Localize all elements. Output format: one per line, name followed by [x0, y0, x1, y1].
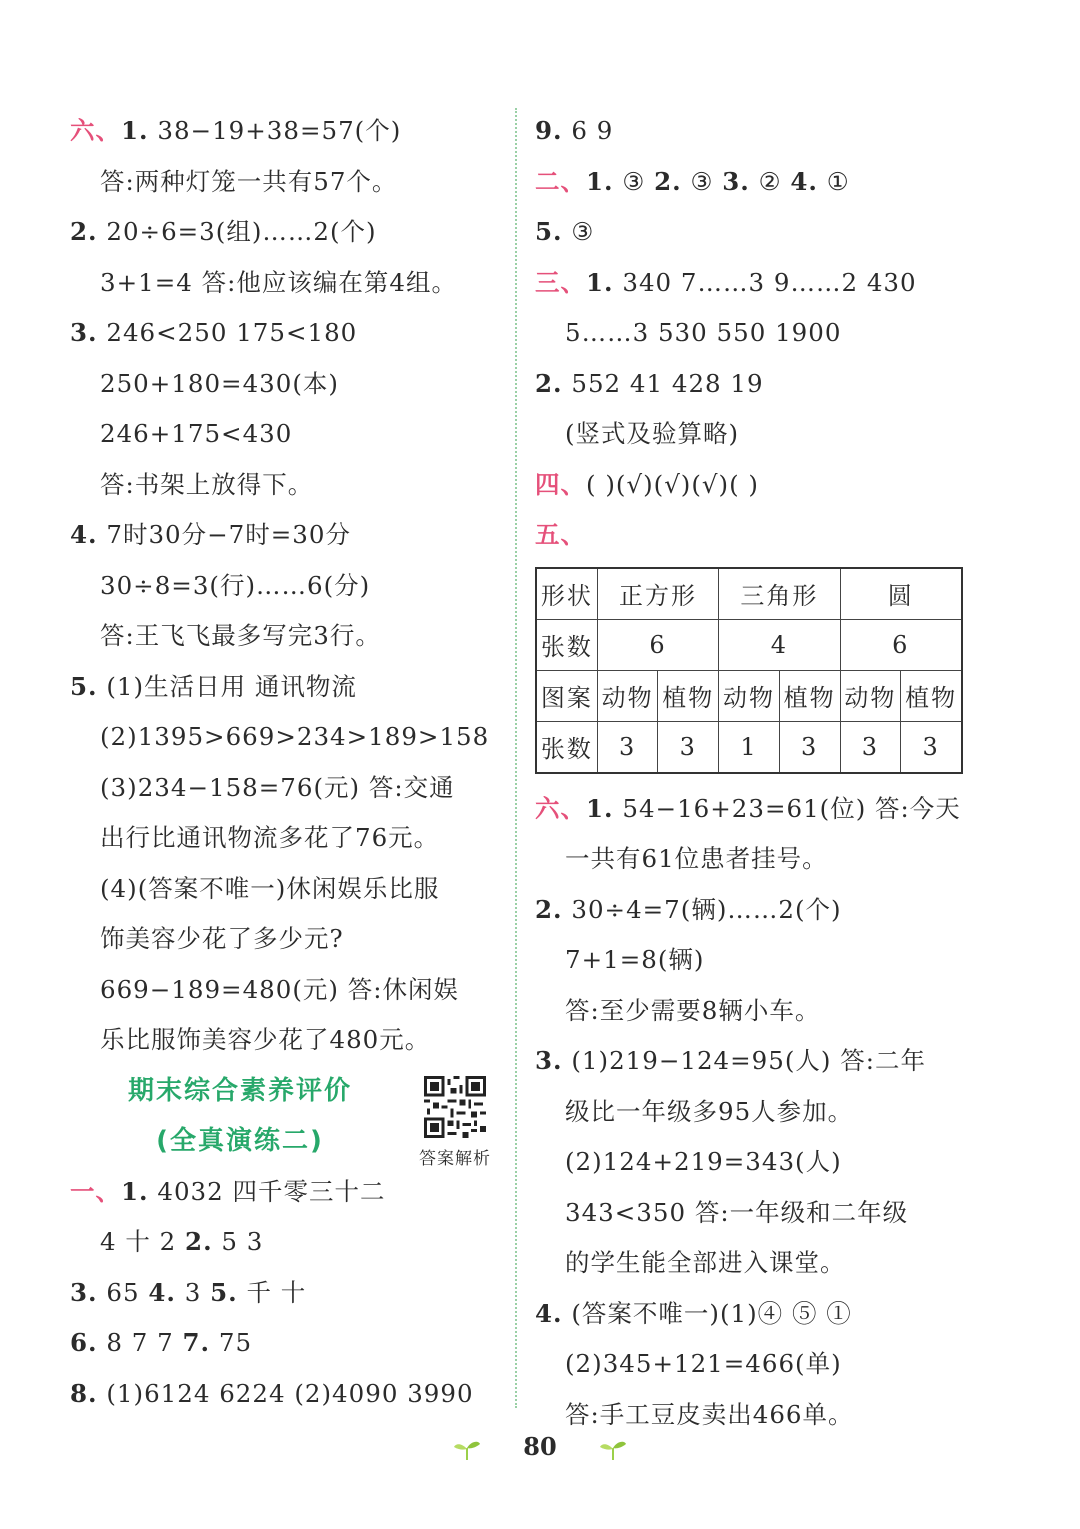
answer-line: [535, 207, 975, 258]
answer-line: [70, 510, 500, 561]
answer-line: [535, 510, 975, 561]
table-cell: 3: [658, 721, 719, 773]
exam-title: 期末综合素养评价: [127, 1075, 352, 1106]
answer-text: 答:书架上放得下。: [100, 469, 314, 499]
answer-text: 246<250 175<180: [97, 318, 358, 347]
answer-text: 5 3: [212, 1227, 264, 1256]
qr-code-block: [412, 1076, 498, 1169]
answer-line: [535, 1339, 975, 1390]
answer-line: [70, 207, 500, 258]
section-label: 二、: [535, 166, 586, 196]
answer-text: (4)(答案不唯一)休闲娱乐比服: [100, 873, 440, 903]
answer-line: [70, 1318, 500, 1369]
answer-text: 出行比通讯物流多花了76元。: [100, 823, 440, 852]
answer-text: 答:两种灯笼一共有57个。: [100, 166, 398, 196]
question-number: 5.: [70, 671, 98, 701]
answer-text: (3)234−158=76(元) 答:交通: [100, 772, 455, 802]
question-number: 2.: [70, 217, 98, 246]
question-number: 2.: [535, 368, 563, 398]
answer-text: 30÷4=7(辆)……2(个): [562, 894, 842, 924]
question-number: 3.: [535, 1046, 563, 1075]
table-cell: 植物: [901, 670, 962, 721]
question-number: 9.: [535, 116, 563, 145]
answer-line: [70, 1015, 500, 1066]
table-cell: 圆: [840, 568, 962, 620]
answer-line: [535, 409, 975, 460]
answer-line: [70, 611, 500, 662]
table-cell: 6: [840, 619, 962, 670]
qr-code-icon[interactable]: [424, 1076, 486, 1138]
answer-text: 246+175<430: [100, 419, 293, 448]
answer-line: [535, 359, 975, 410]
answer-text: 的学生能全部进入课堂。: [565, 1248, 846, 1277]
answer-text: 343<350 答:一年级和二年级: [565, 1197, 909, 1227]
table-cell: 三角形: [719, 568, 840, 620]
answer-text: 65: [97, 1277, 149, 1307]
table-cell: 3: [840, 721, 901, 773]
table-row: [536, 670, 962, 721]
answer-line: [535, 460, 975, 511]
answer-line: [70, 460, 500, 511]
answer-line: [70, 106, 500, 157]
section-label: 三、: [535, 267, 586, 297]
table-cell: 动物: [840, 670, 901, 721]
answer-line: [70, 359, 500, 410]
answer-line: [70, 712, 500, 763]
section-label: 六、: [70, 116, 121, 145]
answer-text: (2)345+121=466(单): [565, 1349, 842, 1378]
section-label: 六、: [535, 793, 586, 823]
answer-text: ( )(√)(√)(√)( ): [586, 469, 759, 499]
answer-line: [535, 157, 975, 208]
answer-text: 千 十: [237, 1277, 307, 1307]
answer-line: [70, 157, 500, 208]
answer-text: 3+1=4 答:他应该编在第4组。: [100, 267, 457, 297]
answer-text: 38−19+38=57(个): [148, 116, 402, 145]
answer-line: [70, 1268, 500, 1319]
answer-line: [70, 561, 500, 612]
question-number: 4.: [790, 166, 818, 196]
answer-text: (答案不唯一)(1)④ ⑤ ①: [562, 1298, 852, 1328]
table-cell: 张数: [536, 721, 597, 773]
answer-line: [70, 763, 500, 814]
exam-subtitle: (全真演练二): [156, 1126, 324, 1156]
page-footer: [0, 1432, 1080, 1461]
right-column: [535, 106, 975, 1440]
answer-line: [535, 986, 975, 1037]
answer-text: 340 7……3 9……2 430: [613, 267, 917, 297]
answer-text: (2)1395>669>234>189>158: [100, 722, 490, 751]
question-number: 8.: [70, 1378, 98, 1408]
table-cell: 植物: [658, 670, 719, 721]
answer-text: 答:至少需要8辆小车。: [565, 995, 821, 1025]
left-column: [70, 106, 500, 1419]
answer-text: 30÷8=3(行)……6(分): [100, 570, 371, 600]
answer-line: [535, 1289, 975, 1340]
section-label: 一、: [70, 1176, 121, 1206]
table-cell: 4: [719, 619, 840, 670]
answer-text: 20÷6=3(组)……2(个): [97, 217, 377, 246]
answer-text: 8 7 7: [97, 1328, 183, 1357]
answer-text: 54−16+23=61(位) 答:今天: [613, 793, 961, 823]
question-number: 1.: [586, 166, 614, 196]
table-cell: 张数: [536, 619, 597, 670]
question-number: 1.: [121, 1176, 149, 1206]
answer-text: ②: [749, 166, 791, 196]
answer-text: ③: [613, 166, 655, 196]
answer-text: 7+1=8(辆): [565, 945, 705, 974]
table-cell: 形状: [536, 568, 597, 620]
answer-text: 饰美容少花了多少元?: [100, 924, 344, 953]
table-cell: 3: [779, 721, 840, 773]
question-number: 2.: [185, 1227, 213, 1256]
table-cell: 6: [597, 619, 718, 670]
answer-line: [70, 1369, 500, 1420]
question-number: 3.: [70, 318, 98, 347]
question-number: 4.: [148, 1277, 176, 1307]
answer-text: (1)6124 6224 (2)4090 3990: [97, 1378, 474, 1408]
answer-line: [535, 834, 975, 885]
table-cell: 动物: [597, 670, 658, 721]
answer-text: 3: [175, 1277, 211, 1307]
answer-text: (1)生活日用 通讯物流: [97, 671, 357, 701]
answer-text: 250+180=430(本): [100, 368, 339, 398]
question-number: 4.: [535, 1298, 563, 1328]
question-number: 3.: [722, 166, 750, 196]
answer-text: 4032 四千零三十二: [148, 1176, 386, 1206]
answer-line: [535, 308, 975, 359]
section-label: 五、: [535, 520, 586, 549]
answer-line: [535, 784, 975, 835]
answer-text: 7时30分−7时=30分: [97, 520, 351, 549]
table-cell: 正方形: [597, 568, 718, 620]
answer-text: 552 41 428 19: [562, 368, 764, 398]
answer-text: 669−189=480(元) 答:休闲娱: [100, 974, 460, 1004]
answer-text: 6 9: [562, 116, 614, 145]
table-cell: 3: [597, 721, 658, 773]
answer-line: [70, 864, 500, 915]
answer-line: [535, 1087, 975, 1138]
question-number: 5.: [210, 1277, 238, 1307]
answer-line: [535, 1238, 975, 1289]
answer-line: [70, 914, 500, 965]
answer-text: 一共有61位患者挂号。: [565, 844, 828, 873]
table-cell: 3: [901, 721, 962, 773]
answer-line: [70, 409, 500, 460]
answer-line: [70, 308, 500, 359]
answer-text: ③: [562, 217, 595, 246]
answer-text: (1)219−124=95(人) 答:二年: [562, 1046, 926, 1075]
qr-caption: 答案解析: [419, 1149, 491, 1169]
answer-line: [70, 258, 500, 309]
answer-line: [70, 1217, 500, 1268]
table-row: [536, 568, 962, 620]
table-cell: 植物: [779, 670, 840, 721]
section-label: 四、: [535, 469, 586, 499]
answer-text: 4 十 2: [100, 1227, 186, 1256]
table-cell: 1: [719, 721, 780, 773]
answer-line: [535, 1188, 975, 1239]
answer-line: [535, 106, 975, 157]
question-number: 7.: [182, 1328, 211, 1357]
question-number: 2.: [535, 894, 563, 924]
answer-text: 5……3 530 550 1900: [565, 318, 842, 347]
table-row: [536, 619, 962, 670]
answer-line: [70, 662, 500, 713]
answer-text: 级比一年级多95人参加。: [565, 1096, 854, 1126]
question-number: 5.: [535, 217, 563, 246]
question-number: 1.: [586, 267, 614, 297]
answer-line: [70, 965, 500, 1016]
sprout-icon: [453, 1438, 481, 1460]
answer-text: 答:手工豆皮卖出466单。: [565, 1399, 854, 1429]
answer-line: [535, 258, 975, 309]
answer-line: [535, 935, 975, 986]
answer-text: ①: [817, 166, 850, 196]
sprout-icon: [599, 1438, 627, 1460]
answer-text: 乐比服饰美容少花了480元。: [100, 1025, 431, 1054]
question-number: 3.: [70, 1277, 98, 1307]
table-cell: 动物: [719, 670, 780, 721]
question-number: 2.: [654, 166, 682, 196]
column-divider: [515, 108, 517, 1408]
table-row: [536, 721, 962, 773]
answer-text: ③: [681, 166, 723, 196]
answer-line: [70, 1167, 500, 1218]
shape-table: [535, 567, 963, 774]
answer-line: [70, 813, 500, 864]
table-cell: 图案: [536, 670, 597, 721]
question-number: 1.: [121, 116, 149, 145]
question-number: 1.: [586, 793, 614, 823]
answer-line: [535, 1137, 975, 1188]
page-number: 80: [523, 1432, 557, 1461]
question-number: 4.: [70, 520, 98, 549]
answer-text: 答:王飞飞最多写完3行。: [100, 621, 381, 650]
question-number: 6.: [70, 1328, 98, 1357]
answer-text: 75: [210, 1328, 253, 1357]
answer-line: [535, 885, 975, 936]
answer-line: [535, 1036, 975, 1087]
answer-text: (2)124+219=343(人): [565, 1147, 842, 1176]
answer-text: (竖式及验算略): [565, 419, 740, 448]
